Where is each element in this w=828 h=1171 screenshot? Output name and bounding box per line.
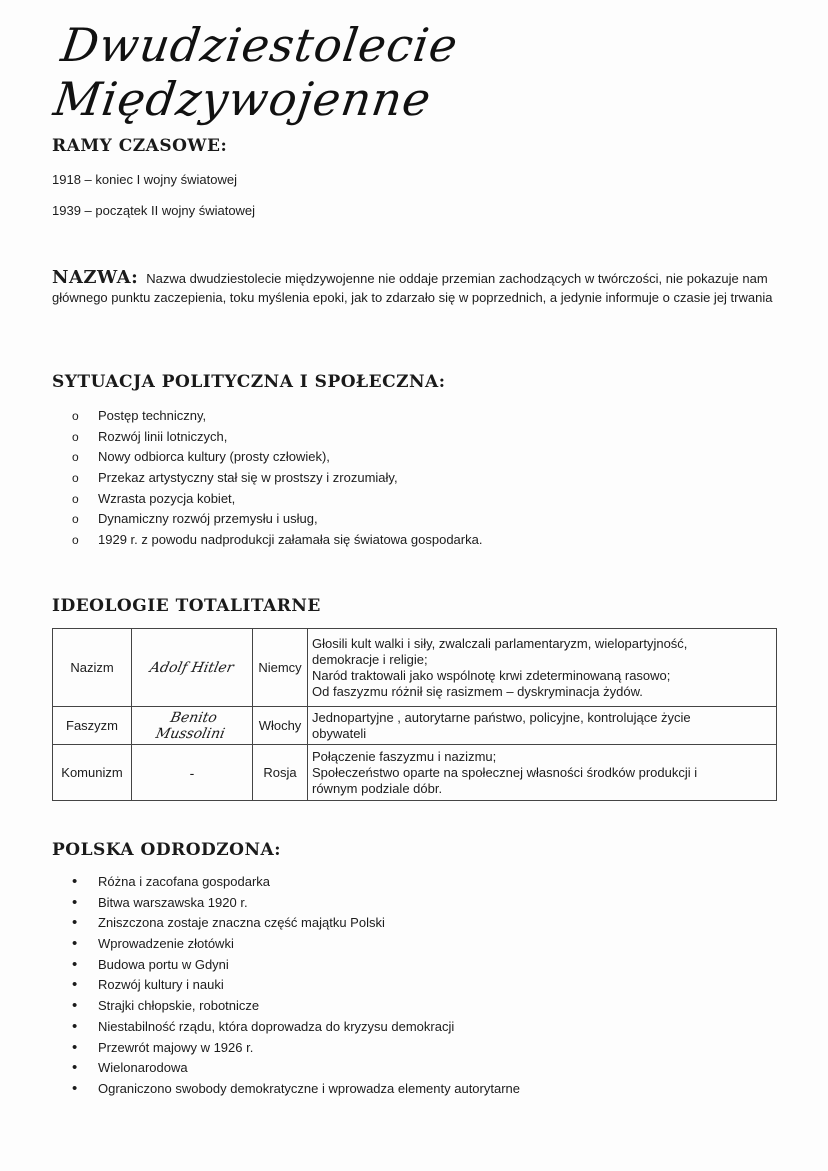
ideology-country: Niemcy (253, 629, 308, 707)
list-item: o Wzrasta pozycja kobiet, (72, 489, 482, 510)
list-item: • Rozwój kultury i nauki (72, 975, 520, 996)
list-item: o Przekaz artystyczny stał się w prostszy i zrozumiały, (72, 468, 482, 489)
list-item: • Budowa portu w Gdyni (72, 955, 520, 976)
list-item: • Niestabilność rządu, która doprowadza do kryzysu demokracji (72, 1017, 520, 1038)
list-item: • Przewrót majowy w 1926 r. (72, 1038, 520, 1059)
sytuacja-list (72, 406, 482, 551)
list-item: • Wprowadzenie złotówki (72, 934, 520, 955)
list-item: • Ograniczono swobody demokratyczne i wprowadza elementy autorytarne (72, 1079, 520, 1100)
table-row (53, 745, 777, 801)
signature-hitler: Adolf Hitler (132, 629, 253, 707)
ramy-line-2: 1939 – początek II wojny światowej (52, 203, 256, 218)
ramy-line-1: 1918 – koniec I wojny światowej (52, 172, 237, 187)
page-title: Dwudziestolecie Międzywojenne (50, 18, 462, 126)
list-item: • Wielonarodowa (72, 1058, 520, 1079)
list-item: o Dynamiczny rozwój przemysłu i usług, (72, 509, 482, 530)
polska-heading: POLSKA ODRODZONA: (52, 840, 281, 860)
list-item: • Bitwa warszawska 1920 r. (72, 893, 520, 914)
sytuacja-heading: SYTUACJA POLITYCZNA I SPOŁECZNA: (52, 372, 446, 392)
list-item: o Postęp techniczny, (72, 406, 482, 427)
ideology-desc: Jednopartyjne , autorytarne państwo, policyjne, kontrolujące życie obywateli (308, 707, 777, 745)
ideology-desc: Głosili kult walki i siły, zwalczali parlamentaryzm, wielopartyjność, demokracje i religie; Naród traktowali jako wspólnotę krwi zdeterminowaną rasowo; Od faszyzmu różnił się rasizmem – dyskryminacja żydów. (308, 629, 777, 707)
list-item: o Nowy odbiorca kultury (prosty człowiek), (72, 447, 482, 468)
nazwa-label: NAZWA: (52, 267, 139, 288)
signature-empty: - (132, 745, 253, 801)
nazwa-text: Nazwa dwudziestolecie międzywojenne nie oddaje przemian zachodzących w twórczości, nie pokazuje nam głównego punktu zaczepienia, toku myślenia epoki, jak to zdarzało się w poprzednich, a jedynie informuje o czasie jej trwania (52, 271, 773, 305)
table-row (53, 629, 777, 707)
ideology-name: Faszyzm (53, 707, 132, 745)
nazwa-paragraph (52, 268, 782, 307)
signature-mussolini: Benito Mussolini (132, 707, 253, 745)
ideologie-heading: IDEOLOGIE TOTALITARNE (52, 596, 321, 616)
list-item: o Rozwój linii lotniczych, (72, 427, 482, 448)
list-item: • Strajki chłopskie, robotnicze (72, 996, 520, 1017)
table-row (53, 707, 777, 745)
ideologie-table (52, 628, 777, 801)
polska-list (72, 872, 520, 1100)
ramy-heading: RAMY CZASOWE: (52, 136, 228, 156)
ideology-desc: Połączenie faszyzmu i nazizmu; Społeczeństwo oparte na społecznej własności środków produkcji i równym podziale dóbr. (308, 745, 777, 801)
list-item: • Różna i zacofana gospodarka (72, 872, 520, 893)
ideology-name: Komunizm (53, 745, 132, 801)
ideology-country: Rosja (253, 745, 308, 801)
list-item: o 1929 r. z powodu nadprodukcji załamała się światowa gospodarka. (72, 530, 482, 551)
list-item: • Zniszczona zostaje znaczna część majątku Polski (72, 913, 520, 934)
ideology-country: Włochy (253, 707, 308, 745)
ideology-name: Nazizm (53, 629, 132, 707)
